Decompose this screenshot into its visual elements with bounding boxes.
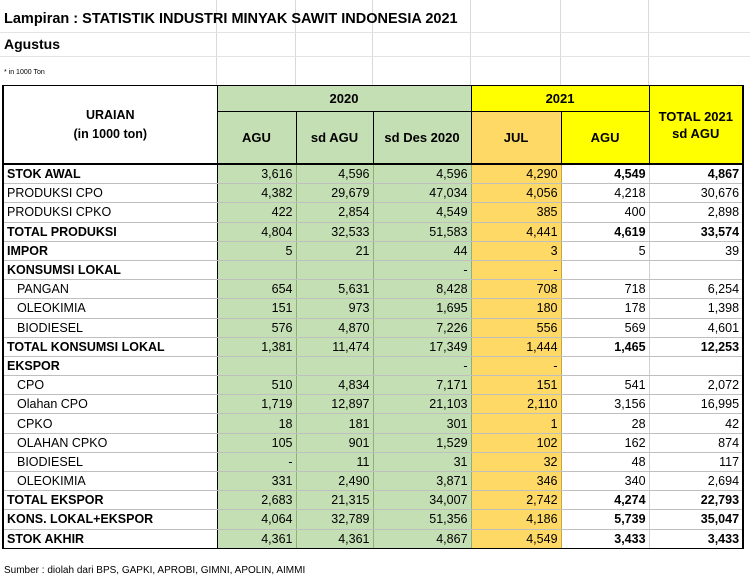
- cell-sd-des-2020: 1,695: [373, 299, 471, 318]
- cell-total-2021: 874: [649, 433, 743, 452]
- cell-sd-agu-2020: 32,789: [296, 510, 373, 529]
- row-label: KONS. LOKAL+EKSPOR: [3, 510, 217, 529]
- cell-sd-agu-2020: 12,897: [296, 395, 373, 414]
- cell-agu-2021: 569: [561, 318, 649, 337]
- cell-total-2021: 16,995: [649, 395, 743, 414]
- uraian-header-unit: (in 1000 ton): [73, 126, 148, 141]
- row-label: IMPOR: [3, 241, 217, 260]
- row-label: PANGAN: [3, 280, 217, 299]
- cell-sd-agu-2020: 29,679: [296, 184, 373, 203]
- table-row: [3, 337, 743, 356]
- cell-agu-2021: 340: [561, 472, 649, 491]
- gridline: [470, 0, 471, 90]
- cell-total-2021: 35,047: [649, 510, 743, 529]
- cell-agu-2020: 5: [217, 241, 296, 260]
- cell-sd-agu-2020: 4,361: [296, 529, 373, 548]
- cell-agu-2020: 1,719: [217, 395, 296, 414]
- cell-total-2021: 2,072: [649, 376, 743, 395]
- table-row: [3, 529, 743, 548]
- row-label: BIODIESEL: [3, 318, 217, 337]
- cell-jul-2021: 1: [471, 414, 561, 433]
- row-label: TOTAL PRODUKSI: [3, 222, 217, 241]
- cell-sd-des-2020: 31: [373, 452, 471, 471]
- cell-sd-des-2020: 4,596: [373, 164, 471, 184]
- cell-sd-des-2020: 44: [373, 241, 471, 260]
- col-header-agu-2020: AGU: [217, 112, 296, 165]
- cell-total-2021: 12,253: [649, 337, 743, 356]
- col-header-sd-des-2020: sd Des 2020: [373, 112, 471, 165]
- gridline: [648, 0, 649, 90]
- cell-agu-2020: 2,683: [217, 491, 296, 510]
- cell-jul-2021: 4,186: [471, 510, 561, 529]
- row-label: BIODIESEL: [3, 452, 217, 471]
- cell-sd-agu-2020: 5,631: [296, 280, 373, 299]
- table-row: [3, 433, 743, 452]
- row-label: TOTAL EKSPOR: [3, 491, 217, 510]
- row-label: OLAHAN CPKO: [3, 433, 217, 452]
- cell-jul-2021: 3: [471, 241, 561, 260]
- cell-total-2021: 1,398: [649, 299, 743, 318]
- cell-agu-2020: 18: [217, 414, 296, 433]
- cell-sd-agu-2020: 11: [296, 452, 373, 471]
- cell-sd-des-2020: -: [373, 260, 471, 279]
- gridline: [0, 32, 750, 33]
- cell-sd-des-2020: -: [373, 356, 471, 375]
- cell-agu-2020: 422: [217, 203, 296, 222]
- cell-jul-2021: 385: [471, 203, 561, 222]
- cell-jul-2021: 2,742: [471, 491, 561, 510]
- cell-agu-2021: 541: [561, 376, 649, 395]
- total-2021-header: [649, 86, 743, 165]
- cell-total-2021: 33,574: [649, 222, 743, 241]
- cell-agu-2021: 4,619: [561, 222, 649, 241]
- table-row: [3, 280, 743, 299]
- table-row: [3, 318, 743, 337]
- cell-sd-des-2020: 47,034: [373, 184, 471, 203]
- table-row: [3, 376, 743, 395]
- statistics-table: [2, 85, 744, 549]
- row-label: STOK AWAL: [3, 164, 217, 184]
- cell-agu-2021: 3,433: [561, 529, 649, 548]
- col-header-sd-agu-2020: sd AGU: [296, 112, 373, 165]
- cell-agu-2020: 4,064: [217, 510, 296, 529]
- cell-agu-2021: 5: [561, 241, 649, 260]
- cell-agu-2021: 400: [561, 203, 649, 222]
- cell-agu-2021: 4,549: [561, 164, 649, 184]
- table-body: [3, 164, 743, 548]
- cell-agu-2021: 5,739: [561, 510, 649, 529]
- cell-jul-2021: 2,110: [471, 395, 561, 414]
- cell-jul-2021: 102: [471, 433, 561, 452]
- cell-jul-2021: 4,056: [471, 184, 561, 203]
- cell-agu-2021: [561, 260, 649, 279]
- cell-jul-2021: 4,441: [471, 222, 561, 241]
- cell-sd-agu-2020: 901: [296, 433, 373, 452]
- table-row: [3, 260, 743, 279]
- unit-note: * in 1000 Ton: [4, 69, 45, 76]
- cell-agu-2020: 1,381: [217, 337, 296, 356]
- table-row: [3, 452, 743, 471]
- cell-sd-agu-2020: 2,854: [296, 203, 373, 222]
- cell-jul-2021: 556: [471, 318, 561, 337]
- cell-sd-des-2020: 34,007: [373, 491, 471, 510]
- row-label: OLEOKIMIA: [3, 472, 217, 491]
- page-subtitle: Agustus: [4, 36, 60, 52]
- cell-total-2021: 6,254: [649, 280, 743, 299]
- cell-jul-2021: 1,444: [471, 337, 561, 356]
- table-row: [3, 395, 743, 414]
- cell-total-2021: [649, 356, 743, 375]
- cell-agu-2021: 3,156: [561, 395, 649, 414]
- cell-sd-agu-2020: 21: [296, 241, 373, 260]
- cell-agu-2020: 105: [217, 433, 296, 452]
- cell-sd-agu-2020: 21,315: [296, 491, 373, 510]
- cell-jul-2021: 4,549: [471, 529, 561, 548]
- cell-agu-2020: [217, 356, 296, 375]
- cell-jul-2021: 151: [471, 376, 561, 395]
- cell-total-2021: 2,694: [649, 472, 743, 491]
- table-row: [3, 299, 743, 318]
- cell-sd-des-2020: 3,871: [373, 472, 471, 491]
- cell-agu-2021: [561, 356, 649, 375]
- year-2020-header: 2020: [217, 86, 471, 112]
- cell-sd-agu-2020: 2,490: [296, 472, 373, 491]
- cell-agu-2020: 4,382: [217, 184, 296, 203]
- row-label: PRODUKSI CPO: [3, 184, 217, 203]
- cell-sd-des-2020: 51,356: [373, 510, 471, 529]
- row-label: CPO: [3, 376, 217, 395]
- cell-sd-agu-2020: 181: [296, 414, 373, 433]
- cell-sd-agu-2020: 11,474: [296, 337, 373, 356]
- cell-sd-des-2020: 17,349: [373, 337, 471, 356]
- cell-total-2021: 2,898: [649, 203, 743, 222]
- cell-sd-agu-2020: 4,870: [296, 318, 373, 337]
- year-2021-header: 2021: [471, 86, 649, 112]
- col-header-agu-2021: AGU: [561, 112, 649, 165]
- cell-agu-2020: 4,361: [217, 529, 296, 548]
- cell-agu-2020: 331: [217, 472, 296, 491]
- cell-sd-agu-2020: 4,834: [296, 376, 373, 395]
- cell-sd-des-2020: 301: [373, 414, 471, 433]
- cell-sd-des-2020: 1,529: [373, 433, 471, 452]
- cell-total-2021: 42: [649, 414, 743, 433]
- cell-total-2021: [649, 260, 743, 279]
- cell-jul-2021: -: [471, 260, 561, 279]
- uraian-header-label: URAIAN: [85, 107, 135, 122]
- row-label: STOK AKHIR: [3, 529, 217, 548]
- source-note: Sumber : diolah dari BPS, GAPKI, APROBI, GIMNI, APOLIN, AIMMI: [4, 565, 306, 576]
- cell-agu-2021: 178: [561, 299, 649, 318]
- cell-total-2021: 30,676: [649, 184, 743, 203]
- cell-sd-des-2020: 21,103: [373, 395, 471, 414]
- row-label: CPKO: [3, 414, 217, 433]
- cell-agu-2021: 48: [561, 452, 649, 471]
- table-row: [3, 184, 743, 203]
- cell-total-2021: 3,433: [649, 529, 743, 548]
- cell-agu-2020: 151: [217, 299, 296, 318]
- cell-jul-2021: 32: [471, 452, 561, 471]
- uraian-header: [3, 86, 217, 165]
- table-row: [3, 164, 743, 184]
- cell-sd-des-2020: 8,428: [373, 280, 471, 299]
- cell-sd-des-2020: 7,226: [373, 318, 471, 337]
- cell-agu-2021: 1,465: [561, 337, 649, 356]
- total-header-line1: TOTAL 2021: [658, 108, 733, 124]
- cell-total-2021: 39: [649, 241, 743, 260]
- gridline: [560, 0, 561, 90]
- cell-agu-2020: 3,616: [217, 164, 296, 184]
- cell-total-2021: 4,867: [649, 164, 743, 184]
- cell-total-2021: 22,793: [649, 491, 743, 510]
- cell-sd-agu-2020: 4,596: [296, 164, 373, 184]
- table-row: [3, 414, 743, 433]
- cell-agu-2020: 654: [217, 280, 296, 299]
- page-title: Lampiran : STATISTIK INDUSTRI MINYAK SAWIT INDONESIA 2021: [4, 11, 458, 27]
- cell-agu-2021: 718: [561, 280, 649, 299]
- row-label: Olahan CPO: [3, 395, 217, 414]
- total-header-line2: sd AGU: [672, 125, 720, 141]
- cell-sd-des-2020: 51,583: [373, 222, 471, 241]
- cell-agu-2020: 4,804: [217, 222, 296, 241]
- cell-total-2021: 4,601: [649, 318, 743, 337]
- row-label: EKSPOR: [3, 356, 217, 375]
- cell-agu-2021: 28: [561, 414, 649, 433]
- cell-agu-2020: 576: [217, 318, 296, 337]
- cell-jul-2021: 4,290: [471, 164, 561, 184]
- cell-jul-2021: 180: [471, 299, 561, 318]
- cell-jul-2021: 708: [471, 280, 561, 299]
- cell-agu-2020: -: [217, 452, 296, 471]
- table-row: [3, 356, 743, 375]
- cell-sd-des-2020: 4,867: [373, 529, 471, 548]
- cell-sd-agu-2020: 973: [296, 299, 373, 318]
- cell-jul-2021: 346: [471, 472, 561, 491]
- col-header-jul-2021: JUL: [471, 112, 561, 165]
- cell-sd-agu-2020: 32,533: [296, 222, 373, 241]
- cell-jul-2021: -: [471, 356, 561, 375]
- table-row: [3, 472, 743, 491]
- cell-agu-2021: 162: [561, 433, 649, 452]
- row-label: PRODUKSI CPKO: [3, 203, 217, 222]
- cell-agu-2020: [217, 260, 296, 279]
- cell-sd-agu-2020: [296, 356, 373, 375]
- row-label: KONSUMSI LOKAL: [3, 260, 217, 279]
- cell-agu-2020: 510: [217, 376, 296, 395]
- row-label: OLEOKIMIA: [3, 299, 217, 318]
- cell-sd-agu-2020: [296, 260, 373, 279]
- cell-total-2021: 117: [649, 452, 743, 471]
- table-row: [3, 491, 743, 510]
- table-row: [3, 203, 743, 222]
- gridline: [0, 56, 750, 57]
- row-label: TOTAL KONSUMSI LOKAL: [3, 337, 217, 356]
- table-row: [3, 241, 743, 260]
- cell-sd-des-2020: 4,549: [373, 203, 471, 222]
- table-row: [3, 222, 743, 241]
- cell-agu-2021: 4,218: [561, 184, 649, 203]
- table-row: [3, 510, 743, 529]
- cell-sd-des-2020: 7,171: [373, 376, 471, 395]
- cell-agu-2021: 4,274: [561, 491, 649, 510]
